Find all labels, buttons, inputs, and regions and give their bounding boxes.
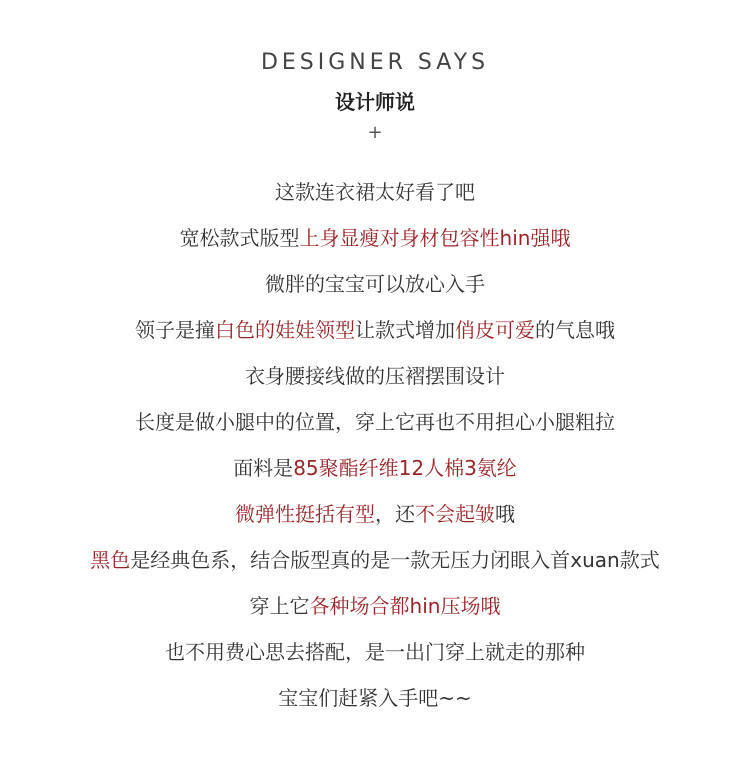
text-segment: 宝宝们赶紧入手吧~~: [278, 686, 472, 710]
plus-divider-icon: +: [367, 122, 383, 143]
description-line-2: [0, 226, 750, 250]
highlight-segment: 各种场合都hin压场哦: [309, 594, 501, 618]
highlight-segment: 微弹性挺括有型: [235, 502, 375, 526]
text-segment: 哦: [495, 502, 515, 526]
description-line-11: [0, 640, 750, 664]
text-segment: 这款连衣裙太好看了吧: [275, 180, 475, 204]
highlight-segment: 85聚酯纤维12人棉3氨纶: [293, 456, 517, 480]
text-segment: 面料是: [233, 456, 294, 480]
description-line-9: [0, 548, 750, 572]
highlight-segment: 俏皮可爱: [455, 318, 535, 342]
section-title-en: DESIGNER SAYS: [260, 50, 490, 75]
text-segment: 微胖的宝宝可以放心入手: [265, 272, 485, 296]
highlight-segment: 黑色: [90, 548, 131, 572]
text-segment: 领子是撞: [135, 318, 215, 342]
section-title-cn: 设计师说: [335, 90, 415, 114]
description-line-12: [0, 686, 750, 710]
description-line-7: [0, 456, 750, 480]
highlight-segment: 不会起皱: [415, 502, 495, 526]
description-line-5: [0, 364, 750, 388]
description-line-10: [0, 594, 750, 618]
text-segment: 的气息哦: [535, 318, 615, 342]
highlight-segment: 白色的娃娃领型: [215, 318, 355, 342]
text-segment: 也不用费心思去搭配，是一出门穿上就走的那种: [165, 640, 585, 664]
highlight-segment: 上身显瘦对身材包容性hin强哦: [299, 226, 571, 250]
text-segment: 长度是做小腿中的位置，穿上它再也不用担心小腿粗拉: [135, 410, 615, 434]
text-segment: ，还: [375, 502, 415, 526]
text-segment: 让款式增加: [355, 318, 455, 342]
description-line-8: [0, 502, 750, 526]
description-line-4: [0, 318, 750, 342]
text-segment: 穿上它: [249, 594, 310, 618]
description-line-3: [0, 272, 750, 296]
description-line-6: [0, 410, 750, 434]
text-segment: 宽松款式版型: [179, 226, 300, 250]
text-segment: 衣身腰接线做的压褶摆围设计: [245, 364, 505, 388]
description-line-1: [0, 180, 750, 204]
text-segment: 是经典色系，结合版型真的是一款无压力闭眼入首xuan款式: [130, 548, 660, 572]
